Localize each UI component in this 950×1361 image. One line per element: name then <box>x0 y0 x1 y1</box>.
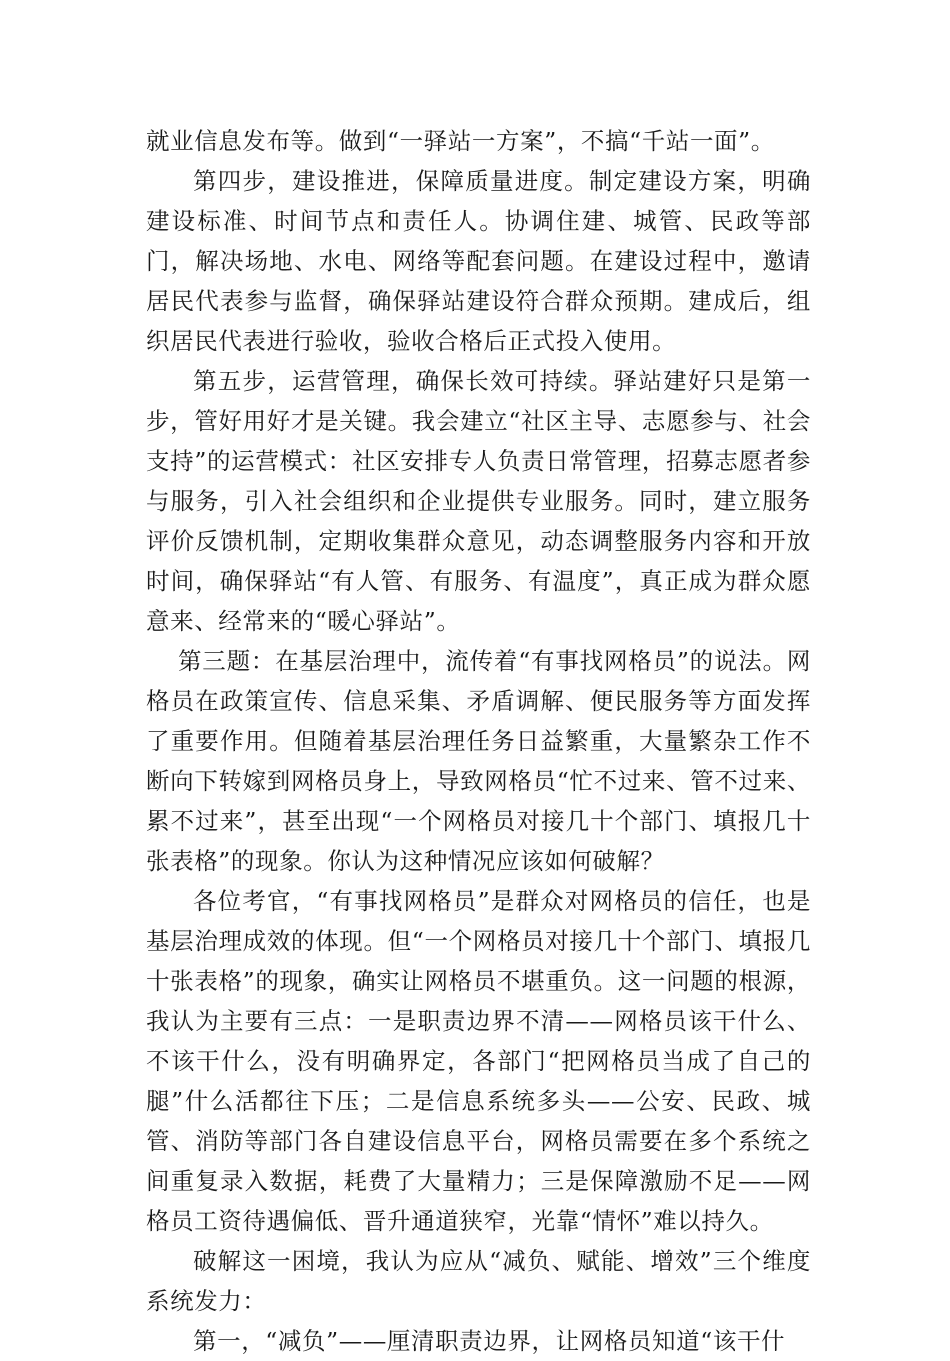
paragraph-answer-approach: 破解这一困境，我认为应从“减负、赋能、增效”三个维度系统发力： <box>146 1247 811 1315</box>
paragraph-step-five: 第五步，运营管理，确保长效可持续。驿站建好只是第一步，管好用好才是关键。我会建立“社区主导、志愿参与、社会支持”的运营模式：社区安排专人负责日常管理，招募志愿者参与服务，引入社会组织和企业提供专业服务。同时，建立服务评价反馈机制，定期收集群众意见，动态调整服务内容和开放时间，确保驿站“有人管、有服务、有温度”，真正成为群众愿意来、经常来的“暖心驿站”。 <box>146 367 811 635</box>
paragraph-step-four: 第四步，建设推进，保障质量进度。制定建设方案，明确建设标准、时间节点和责任人。协调住建、城管、民政等部门，解决场地、水电、网络等配套问题。在建设过程中，邀请居民代表参与监督，确保驿站建设符合群众预期。建成后，组织居民代表进行验收，验收合格后正式投入使用。 <box>146 167 811 355</box>
paragraph-answer-analysis: 各位考官，“有事找网格员”是群众对网格员的信任，也是基层治理成效的体现。但“一个网格员对接几十个部门、填报几十张表格”的现象，确实让网格员不堪重负。这一问题的根源，我认为主要有三点：一是职责边界不清——网格员该干什么、不该干什么，没有明确界定，各部门“把网格员当成了自己的腿”什么活都往下压；二是信息系统多头——公安、民政、城管、消防等部门各自建设信息平台，网格员需要在多个系统之间重复录入数据，耗费了大量精力；三是保障激励不足——网格员工资待遇偏低、晋升通道狭窄，光靠“情怀”难以持久。 <box>146 887 811 1235</box>
paragraph-question-three: 第三题：在基层治理中，流传着“有事找网格员”的说法。网格员在政策宣传、信息采集、矛盾调解、便民服务等方面发挥了重要作用。但随着基层治理任务日益繁重，大量繁杂工作不断向下转嫁到网格员身上，导致网格员“忙不过来、管不过来、累不过来”，甚至出现“一个网格员对接几十个部门、填报几十张表格”的现象。你认为这种情况应该如何破解？ <box>146 647 811 875</box>
document-body <box>146 121 811 1361</box>
paragraph-continuation: 就业信息发布等。做到“一驿站一方案”，不搞“千站一面”。 <box>146 127 775 155</box>
paragraph-answer-first-point: 第一，“减负”——厘清职责边界，让网格员知道“该干什 <box>193 1327 786 1355</box>
